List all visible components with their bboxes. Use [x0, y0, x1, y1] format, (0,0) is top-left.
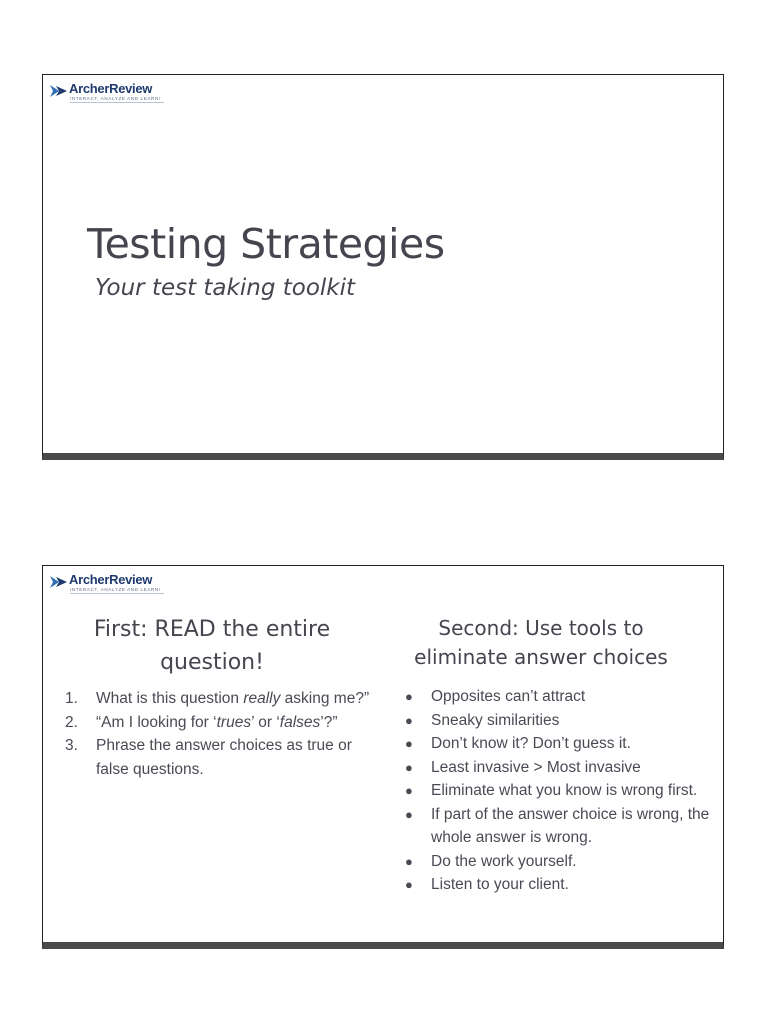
- list-text: Least invasive > Most invasive: [431, 758, 641, 776]
- list-text: Do the work yourself.: [431, 852, 577, 870]
- list-text: What is this question: [96, 690, 244, 707]
- list-text: asking me?”: [280, 690, 370, 707]
- right-column-heading: [393, 614, 689, 672]
- list-text: Sneaky similarities: [431, 711, 560, 729]
- list-item: [65, 711, 375, 735]
- list-text: Opposites can’t attract: [431, 688, 586, 705]
- archer-review-logo: [50, 572, 170, 598]
- logo-divider: [70, 593, 164, 594]
- page-title: Testing Strategies: [87, 220, 445, 268]
- bullet-icon: ●: [405, 783, 413, 798]
- list-text: Eliminate what you know is wrong first.: [431, 782, 698, 799]
- bullet-icon: ●: [405, 806, 413, 822]
- bullet-icon: ●: [405, 689, 413, 704]
- list-text: Listen to your client.: [431, 876, 569, 893]
- list-text: Phrase the answer choices as true or false questions.: [96, 737, 352, 778]
- list-item: [401, 685, 719, 709]
- bullet-icon: ●: [405, 736, 413, 751]
- right-heading-line-2: eliminate answer choices: [414, 645, 668, 669]
- slide-title: [42, 74, 724, 460]
- list-item: [401, 873, 719, 897]
- list-item: [401, 850, 719, 874]
- archer-arrow-icon: [50, 84, 68, 98]
- list-item: [65, 687, 375, 711]
- left-heading-line-2: question!: [160, 650, 264, 675]
- list-item: [401, 732, 719, 756]
- bullet-icon: ●: [405, 759, 413, 775]
- logo-tagline: INTERACT, ANALYZE AND LEARN!: [70, 587, 161, 592]
- list-item: [401, 779, 719, 803]
- archer-arrow-icon: [50, 575, 68, 589]
- list-item: [65, 734, 375, 781]
- bullet-icon: ●: [405, 877, 413, 892]
- logo-wordmark: ArcherReview: [69, 81, 153, 96]
- list-number: 3.: [65, 737, 78, 754]
- list-number: 1.: [65, 690, 78, 707]
- list-text: Don’t know it? Don’t guess it.: [431, 735, 631, 752]
- list-text: ’ or ‘: [251, 713, 280, 731]
- logo-wordmark: ArcherReview: [69, 572, 153, 587]
- bullet-icon: ●: [405, 712, 413, 728]
- list-text: If part of the answer choice is wrong, the whole answer is wrong.: [431, 805, 710, 846]
- list-item: [401, 709, 719, 733]
- page-subtitle: Your test taking toolkit: [95, 275, 356, 301]
- logo-tagline: INTERACT, ANALYZE AND LEARN!: [70, 96, 161, 101]
- list-emphasis: falses: [279, 713, 321, 731]
- list-item: [401, 756, 719, 780]
- list-text: ’?”: [320, 713, 338, 731]
- read-steps-list: [65, 687, 375, 781]
- left-column-heading: [57, 613, 367, 679]
- left-heading-line-1: First: READ the entire: [93, 617, 331, 642]
- logo-divider: [70, 102, 164, 103]
- archer-review-logo: [50, 81, 170, 107]
- bullet-icon: ●: [405, 853, 413, 869]
- elimination-tools-list: [401, 685, 719, 897]
- right-heading-line-1: Second: Use tools to: [438, 616, 644, 640]
- list-item: [401, 803, 719, 850]
- list-emphasis: really: [243, 690, 281, 707]
- list-number: 2.: [65, 713, 78, 731]
- list-emphasis: trues: [216, 713, 252, 731]
- list-text: “Am I looking for ‘: [96, 713, 217, 731]
- slide-strategies: [42, 565, 724, 949]
